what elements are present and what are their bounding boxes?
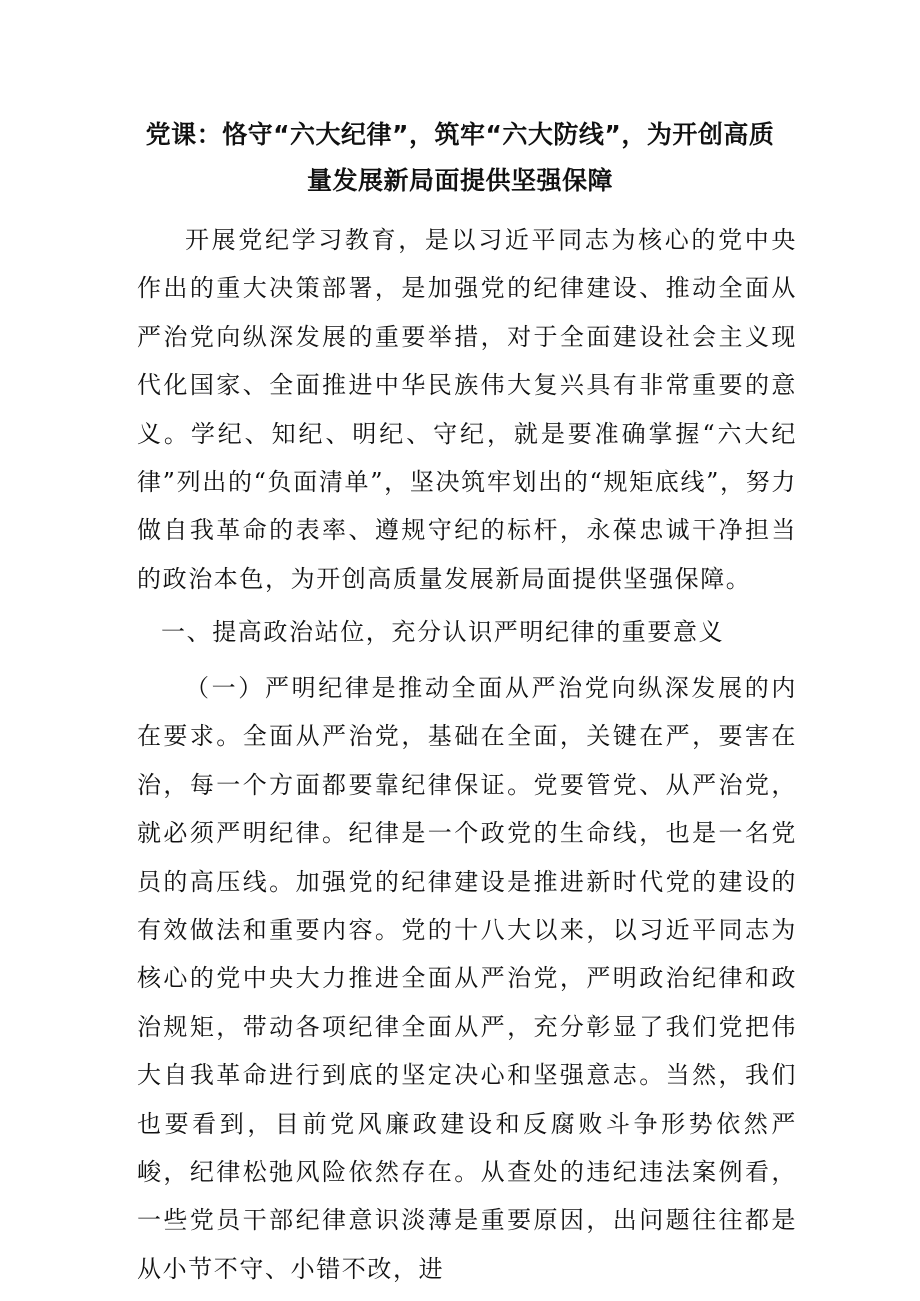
section-heading-1: 一、提高政治站位，充分认识严明纪律的重要意义	[161, 618, 725, 646]
intro-paragraph: 开展党纪学习教育，是以习近平同志为核心的党中央作出的重大决策部署，是加强党的纪律建设、推动全面从严治党向纵深发展的重要举措，对于全面建设社会主义现代化国家、全面推进中华民族伟大复兴具有非常重要的意义。学纪、知纪、明纪、守纪，就是要准确掌握“六大纪律”列出的“负面清单”，坚决筑牢划出的“规矩底线”，努力做自我革命的表率、遵规守纪的标杆，永葆忠诚干净担当的政治本色，为开创高质量发展新局面提供坚强保障。	[137, 226, 797, 593]
section-1-paragraph-1: （一）严明纪律是推动全面从严治党向纵深发展的内在要求。全面从严治党，基础在全面，关键在严，要害在治，每一个方面都要靠纪律保证。党要管党、从严治党，就必须严明纪律。纪律是一个政党的生命线，也是一名党员的高压线。加强党的纪律建设是推进新时代党的建设的有效做法和重要内容。党的十八大以来，以习近平同志为核心的党中央大力推进全面从严治党，严明政治纪律和政治规矩，带动各项纪律全面从严，充分彰显了我们党把伟大自我革命进行到底的坚定决心和坚强意志。当然，我们也要看到，目前党风廉政建设和反腐败斗争形势依然严峻，纪律松弛风险依然存在。从查处的违纪违法案例看，一些党员干部纪律意识淡薄是重要原因，出问题往往都是从小节不守、小错不改，进	[137, 674, 797, 1283]
document-title	[100, 112, 820, 204]
title-line-2: 量发展新局面提供坚强保障	[306, 166, 613, 195]
title-line-1: 党课：恪守“六大纪律”，筑牢“六大防线”，为开创高质	[145, 120, 775, 149]
